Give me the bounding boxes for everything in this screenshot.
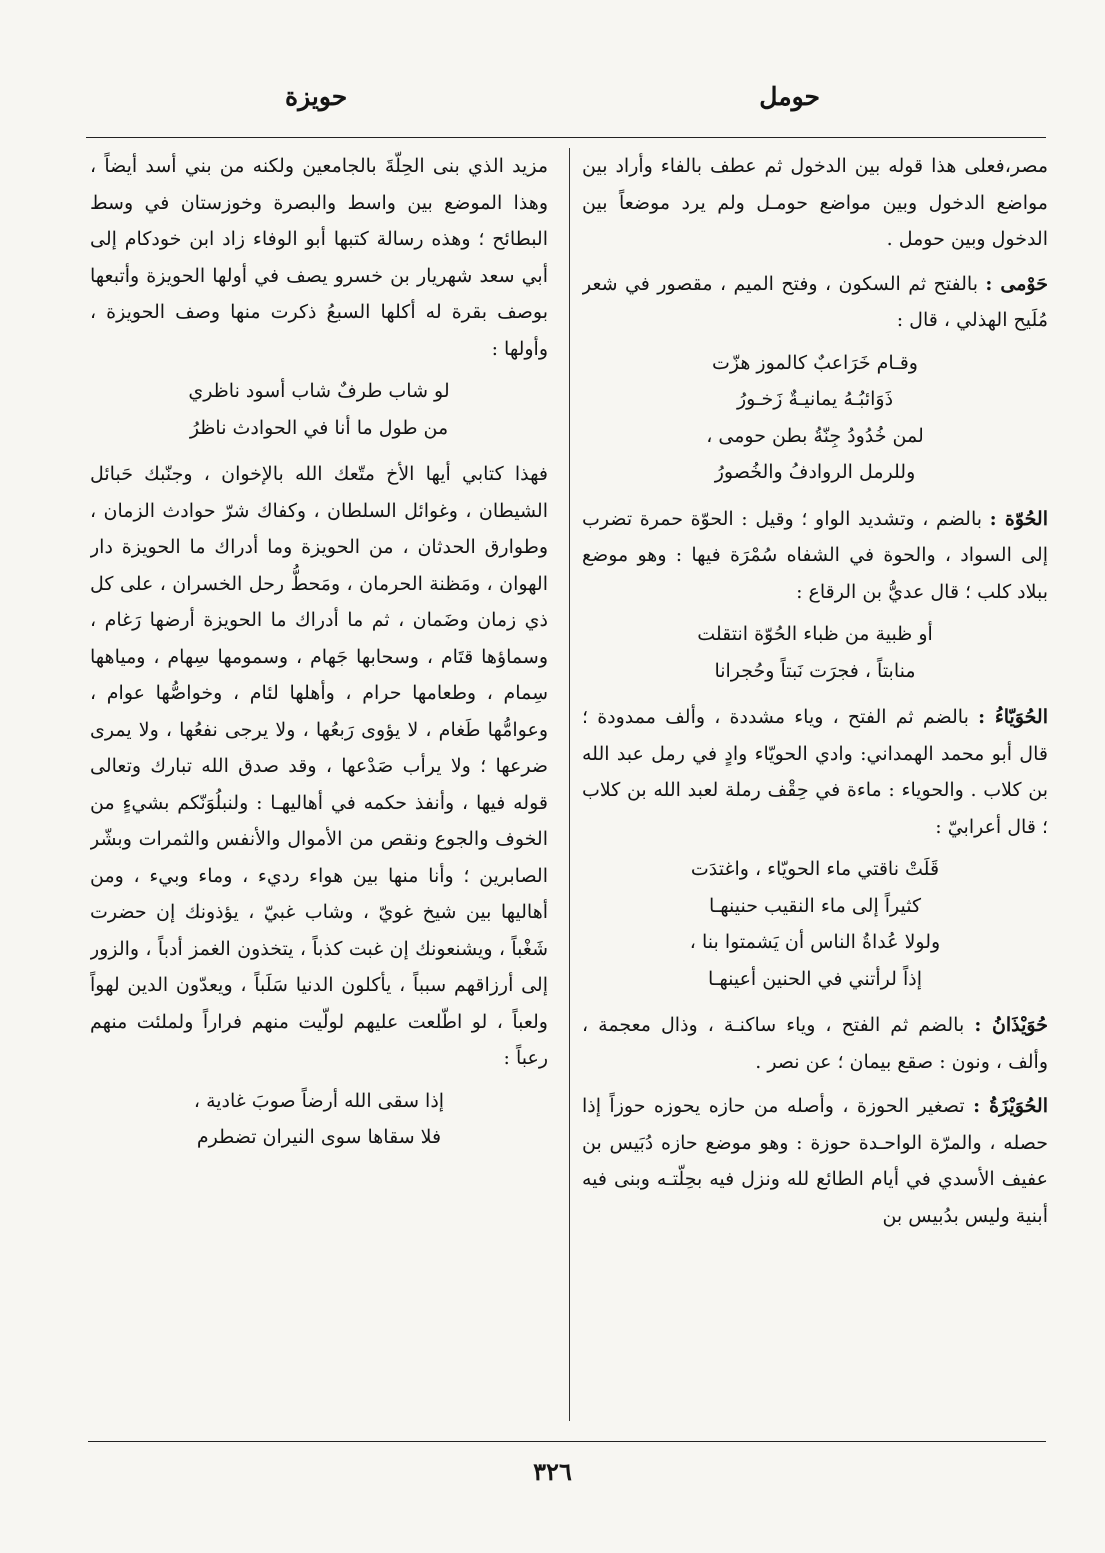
entry-huwayza — [582, 1088, 1048, 1234]
entry-hawma — [582, 266, 1048, 339]
intro-paragraph: مصر،فعلى هذا قوله بين الدخول ثم عطف بالفاء وأراد بين مواضع الدخول وبين مواضع حومـل ولم يرد موضعاً بين الدخول وبين حومل . — [582, 155, 1048, 250]
poem-huwayya — [582, 851, 1048, 997]
verse-line: وقـام خَرَاعبٌ كالموز هزّت — [712, 351, 918, 374]
running-head-left: حويزة — [285, 82, 348, 111]
right-column — [582, 148, 1048, 1420]
verse-line: فلا سقاها سوى النيران تضطرم — [196, 1126, 442, 1148]
entry-huwwa — [582, 501, 1048, 611]
poem-letter-closing — [90, 1083, 548, 1156]
verse-line: لمن خُدُودُ جِنّةُ بطن حومى ، — [706, 424, 924, 447]
verse-line: ذَوَائبُـهُ يمانيـةٌ زَخـورُ — [736, 388, 894, 410]
poem-hawma — [582, 345, 1048, 491]
verse-line: أو ظبية من ظباء الحُوّة انتقلت — [697, 623, 933, 645]
poem-letter-opening — [90, 373, 548, 446]
column-divider — [569, 148, 570, 1421]
headword-hawma: حَوْمى : — [985, 272, 1048, 295]
entry-huwayya-text: بالضم ثم الفتح ، وياء مشددة ، وألف ممدودة ؛ قال أبو محمد الهمداني: وادي الحويّاء وادٍ في رمل عبد الله بن كلاب . والحوياء : ماءة في حِقْف رملة لعبد الله بن كلاب ؛ قال أعرابيّ : — [582, 706, 1048, 838]
header-rule — [86, 137, 1046, 138]
headword-huwayza: الحُوَيْزَةُ : — [973, 1095, 1048, 1117]
headword-huwayya: الحُوَيّاءُ : — [978, 706, 1048, 728]
running-head-right: حومل — [759, 82, 820, 111]
verse-line: من طول ما أنا في الحوادث ناظرُ — [189, 416, 449, 439]
entry-huwayza-text: تصغير الحوزة ، وأصله من حازه يحوزه حوزاً إذا حصله ، والمرّة الواحـدة حوزة : وهو موضع حازه دُبَيس بن عفيف الأسدي في أيام الطائع لله ونزل فيه بحِلّتـه وبنى فيه أبنية وليس بدُبيس بن — [582, 1095, 1048, 1227]
verse-line: منابتاً ، فجرَت نَبتاً وحُجرانا — [714, 659, 916, 682]
poem-huwwa — [582, 616, 1048, 689]
verse-line: كثيراً إلى ماء النقيب حنينهـا — [708, 894, 922, 917]
entry-hawma-text: بالفتح ثم السكون ، وفتح الميم ، مقصور في شعر مُلَيح الهذلي ، قال : — [582, 272, 1048, 331]
continuation-paragraph: مزيد الذي بنى الحِلّةَ بالجامعين ولكنه من بني أسد أيضاً ، وهذا الموضع بين واسط والبصرة وخوزستان في وسط البطائح ؛ وهذه رسالة كتبها أبو الوفاء زاد ابن خودكام إلى أبي سعد شهريار بن خسرو يصف في أولها الحويزة وأتبعها بوصف بقرة له أكلها السبعُ ذكرت منها وصف الحويزة ، وأولها : — [90, 155, 548, 360]
letter-paragraph: فهذا كتابي أيها الأخ متّعك الله بالإخوان ، وجنّبك حَبائل الشيطان ، وغوائل السلطان ، وكفاك شرّ حوادث الزمان ، وطوارق الحدثان ، من الحويزة وما أدراك ما الحويزة دار الهوان ، ومَظنة الحرمان ، ومَحطُّ رحل الخسران ، على كل ذي زمان وضَمان ، ثم ما أدراك ما الحويزة أرضها رَغام ، وسماؤها قتَام ، وسحابها جَهام ، وسمومها سِهام ، ومياهها سِمام ، وطعامها حرام ، وأهلها لئام ، وخواصُّها عوام ، وعوامُّها طَغام ، لا يؤوى رَبعُها ، ولا يرجى نفعُها ، ولا يمرى ضرعها ؛ ولا يرأب صَدْعها ، وقد صدق الله تبارك وتعالى قوله فيها ، وأنفذ حكمه في أهاليهـا : ولنبلُوَنّكم بشيءٍ من الخوف والجوع ونقص من الأموال والأنفس والثمرات وبشّر الصابرين ؛ وأنا منها بين هواء رديء ، وماء وبيء ، ومن أهاليها بين شيخ غويّ ، وشاب غبيّ ، يؤذونك إن حضرت شَغْباً ، ويشنعونك إن غبت كذباً ، يتخذون الغمز أدباً ، والزور إلى أرزاقهم سبباً ، يأكلون الدنيا سَلَباً ، ويعدّون الدين لهواً ولعباً ، لو اطّلعت عليهم لولّيت منهم فراراً ولملئت منهم رعباً : — [90, 463, 548, 1069]
left-column — [90, 148, 548, 1420]
verse-line: إذا سقى الله أرضاً صوبَ غادية ، — [193, 1089, 445, 1112]
page-number: ٣٢٦ — [533, 1457, 572, 1486]
entry-huwwa-text: بالضم ، وتشديد الواو ؛ وقيل : الحوّة حمرة تضرب إلى السواد ، والحوة في الشفاه سُمْرَة فيها : وهو موضع ببلاد كلب ؛ قال عديُّ بن الرقاع : — [582, 507, 1048, 603]
entry-huwayya — [582, 699, 1048, 845]
entry-huwaydhan-text: بالضم ثم الفتح ، وياء ساكنـة ، وذال معجمة ، وألف ، ونون : صقع بيمان ؛ عن نصر . — [582, 1014, 1048, 1073]
headword-huwwa: الحُوّة : — [989, 507, 1048, 530]
footer-rule — [88, 1441, 1046, 1442]
verse-line: وللرمل الروادفُ والخُصورُ — [714, 461, 916, 483]
verse-line: قَلَتْ ناقتي ماء الحويّاء ، واغتدَت — [690, 858, 940, 880]
headword-huwaydhan: حُوَيْذَانُ : — [974, 1014, 1048, 1036]
verse-line: لو شاب طرفٌ شاب أسود ناظري — [188, 380, 450, 402]
verse-line: إذاً لرأتني في الحنين أعينهـا — [708, 967, 922, 990]
verse-line: ولولا عُداةُ الناس أن يَشمتوا بنا ، — [689, 931, 941, 953]
entry-huwaydhan — [582, 1007, 1048, 1080]
